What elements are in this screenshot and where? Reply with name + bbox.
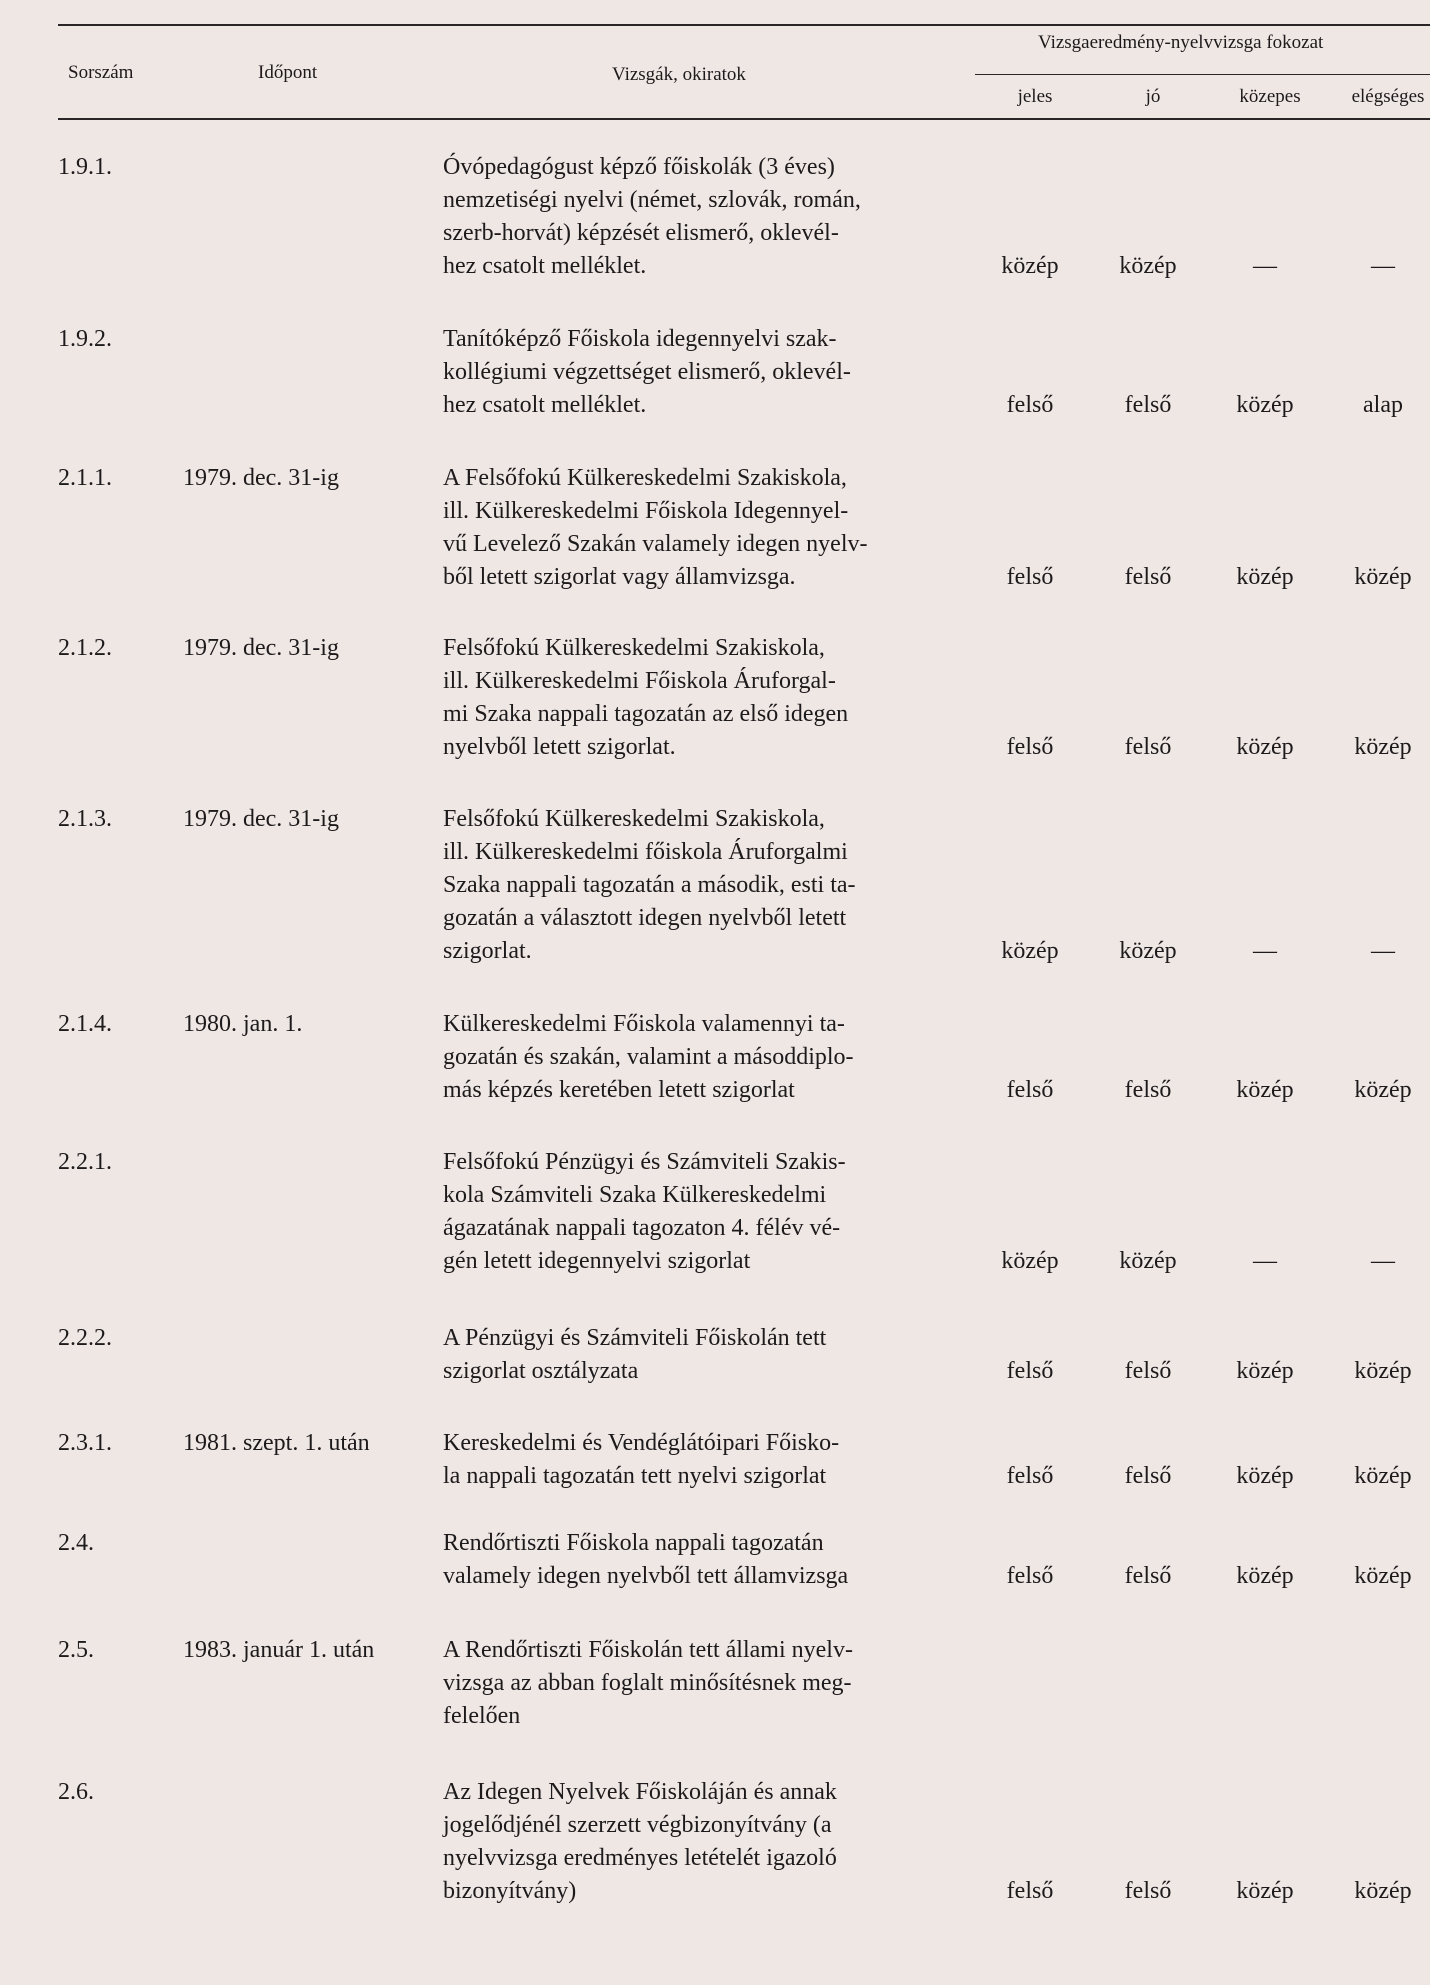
- row-description-line: nemzetiségi nyelvi (német, szlovák, román,: [443, 187, 861, 213]
- row-description-line: ill. Külkereskedelmi Főiskola Áruforgal-: [443, 668, 836, 694]
- header-result-group: Vizsgaeredmény-nyelvvizsga fokozat: [1038, 32, 1324, 53]
- row-description-line: Felsőfokú Külkereskedelmi Szakiskola,: [443, 806, 825, 832]
- row-description-line: ágazatának nappali tagozaton 4. félév vé-: [443, 1215, 841, 1241]
- row-date: 1979. dec. 31-ig: [183, 635, 339, 661]
- row-description-line: vű Levelező Szakán valamely idegen nyelv-: [443, 531, 868, 557]
- row-description-line: A Felsőfokú Külkereskedelmi Szakiskola,: [443, 465, 847, 491]
- row-description-line: gozatán a választott idegen nyelvből letett: [443, 905, 847, 931]
- row-description-line: vizsga az abban foglalt minősítésnek meg-: [443, 1670, 852, 1696]
- result-jo: felső: [1124, 1563, 1172, 1589]
- result-kozepes: közép: [1236, 1077, 1294, 1103]
- row-date: 1979. dec. 31-ig: [183, 806, 339, 832]
- row-description-line: Felsőfokú Pénzügyi és Számviteli Szakis-: [443, 1149, 846, 1175]
- row-description-line: szerb-horvát) képzését elismerő, oklevél-: [443, 220, 839, 246]
- row-description-line: Külkereskedelmi Főiskola valamennyi ta-: [443, 1011, 845, 1037]
- top-rule: [58, 24, 1430, 26]
- result-jeles: közép: [1001, 1248, 1059, 1274]
- row-description-line: jogelődjénél szerzett végbizonyítvány (a: [443, 1812, 832, 1838]
- result-elegseges: alap: [1363, 392, 1403, 418]
- row-description-line: kola Számviteli Szaka Külkereskedelmi: [443, 1182, 827, 1208]
- result-jeles: közép: [1001, 938, 1059, 964]
- header-mid-rule: [975, 74, 1430, 75]
- result-elegseges: közép: [1354, 1878, 1412, 1904]
- row-description-line: valamely idegen nyelvből tett államvizsga: [443, 1563, 849, 1589]
- result-jo: felső: [1124, 1077, 1172, 1103]
- row-description-line: szigorlat osztályzata: [443, 1358, 639, 1384]
- row-description-line: felelően: [443, 1703, 521, 1729]
- row-number: 2.1.3.: [58, 806, 112, 832]
- row-description-line: szigorlat.: [443, 938, 532, 964]
- row-description-line: hez csatolt melléklet.: [443, 253, 647, 279]
- result-jeles: felső: [1006, 1358, 1054, 1384]
- header-sorszam: Sorszám: [68, 62, 134, 83]
- result-jeles: felső: [1006, 1463, 1054, 1489]
- result-kozepes: közép: [1236, 392, 1294, 418]
- result-kozepes: közép: [1236, 1463, 1294, 1489]
- row-description-line: nyelvből letett szigorlat.: [443, 734, 676, 760]
- row-number: 2.1.1.: [58, 465, 112, 491]
- result-kozepes: —: [1253, 1248, 1277, 1274]
- row-description-line: nyelvvizsga eredményes letételét igazoló: [443, 1845, 837, 1871]
- result-kozepes: közép: [1236, 734, 1294, 760]
- row-number: 1.9.1.: [58, 154, 112, 180]
- row-number: 2.2.2.: [58, 1325, 112, 1351]
- header-jo: jó: [1145, 86, 1161, 107]
- result-kozepes: közép: [1236, 564, 1294, 590]
- header-bottom-rule: [58, 118, 1430, 120]
- result-jo: felső: [1124, 1878, 1172, 1904]
- row-number: 1.9.2.: [58, 326, 112, 352]
- result-elegseges: —: [1371, 253, 1395, 279]
- result-jeles: felső: [1006, 1563, 1054, 1589]
- result-jeles: felső: [1006, 564, 1054, 590]
- row-description-line: bizonyítvány): [443, 1878, 577, 1904]
- row-number: 2.1.2.: [58, 635, 112, 661]
- result-jeles: felső: [1006, 1878, 1054, 1904]
- row-description-line: más képzés keretében letett szigorlat: [443, 1077, 795, 1103]
- result-elegseges: közép: [1354, 1358, 1412, 1384]
- row-description-line: kollégiumi végzettséget elismerő, oklevél-: [443, 359, 851, 385]
- row-description-line: Kereskedelmi és Vendéglátóipari Főisko-: [443, 1430, 840, 1456]
- result-elegseges: közép: [1354, 1563, 1412, 1589]
- header-kozepes: közepes: [1239, 86, 1301, 107]
- result-jeles: közép: [1001, 253, 1059, 279]
- row-description-line: Óvópedagógust képző főiskolák (3 éves): [443, 154, 835, 180]
- result-jo: közép: [1119, 938, 1177, 964]
- result-jo: felső: [1124, 392, 1172, 418]
- result-elegseges: közép: [1354, 1463, 1412, 1489]
- result-jeles: felső: [1006, 1077, 1054, 1103]
- row-description-line: Felsőfokú Külkereskedelmi Szakiskola,: [443, 635, 825, 661]
- result-kozepes: közép: [1236, 1358, 1294, 1384]
- row-description-line: Szaka nappali tagozatán a második, esti ta-: [443, 872, 856, 898]
- row-description-line: hez csatolt melléklet.: [443, 392, 647, 418]
- result-jo: felső: [1124, 734, 1172, 760]
- result-kozepes: —: [1253, 253, 1277, 279]
- result-jo: felső: [1124, 1358, 1172, 1384]
- row-description-line: ill. Külkereskedelmi Főiskola Idegennyel-: [443, 498, 849, 524]
- row-number: 2.4.: [58, 1530, 94, 1556]
- header-idopont: Időpont: [258, 62, 318, 83]
- row-number: 2.6.: [58, 1779, 94, 1805]
- row-date: 1980. jan. 1.: [183, 1011, 303, 1037]
- result-elegseges: közép: [1354, 734, 1412, 760]
- result-kozepes: közép: [1236, 1563, 1294, 1589]
- row-description-line: ill. Külkereskedelmi főiskola Áruforgalmi: [443, 839, 848, 865]
- row-number: 2.5.: [58, 1637, 94, 1663]
- row-date: 1983. január 1. után: [183, 1637, 375, 1663]
- row-description-line: ből letett szigorlat vagy államvizsga.: [443, 564, 796, 590]
- row-description-line: mi Szaka nappali tagozatán az első idegen: [443, 701, 849, 727]
- row-description-line: Az Idegen Nyelvek Főiskoláján és annak: [443, 1779, 837, 1805]
- result-elegseges: közép: [1354, 564, 1412, 590]
- result-kozepes: közép: [1236, 1878, 1294, 1904]
- row-description-line: A Rendőrtiszti Főiskolán tett állami nyelv-: [443, 1637, 853, 1663]
- result-kozepes: —: [1253, 938, 1277, 964]
- row-description-line: gozatán és szakán, valamint a másoddiplo-: [443, 1044, 854, 1070]
- row-description-line: la nappali tagozatán tett nyelvi szigorlat: [443, 1463, 827, 1489]
- row-description-line: Rendőrtiszti Főiskola nappali tagozatán: [443, 1530, 824, 1556]
- row-number: 2.2.1.: [58, 1149, 112, 1175]
- result-jo: felső: [1124, 564, 1172, 590]
- result-jeles: felső: [1006, 734, 1054, 760]
- header-vizsgak: Vizsgák, okiratok: [612, 64, 746, 85]
- result-elegseges: közép: [1354, 1077, 1412, 1103]
- result-jo: közép: [1119, 1248, 1177, 1274]
- row-number: 2.1.4.: [58, 1011, 112, 1037]
- row-description-line: A Pénzügyi és Számviteli Főiskolán tett: [443, 1325, 827, 1351]
- row-date: 1979. dec. 31-ig: [183, 465, 339, 491]
- result-jo: közép: [1119, 253, 1177, 279]
- row-description-line: Tanítóképző Főiskola idegennyelvi szak-: [443, 326, 837, 352]
- result-elegseges: —: [1371, 1248, 1395, 1274]
- row-number: 2.3.1.: [58, 1430, 112, 1456]
- result-jo: felső: [1124, 1463, 1172, 1489]
- row-date: 1981. szept. 1. után: [183, 1430, 370, 1456]
- row-description-line: gén letett idegennyelvi szigorlat: [443, 1248, 751, 1274]
- result-elegseges: —: [1371, 938, 1395, 964]
- result-jeles: felső: [1006, 392, 1054, 418]
- header-elegseges: elégséges: [1351, 86, 1425, 107]
- header-jeles: jeles: [1017, 86, 1053, 107]
